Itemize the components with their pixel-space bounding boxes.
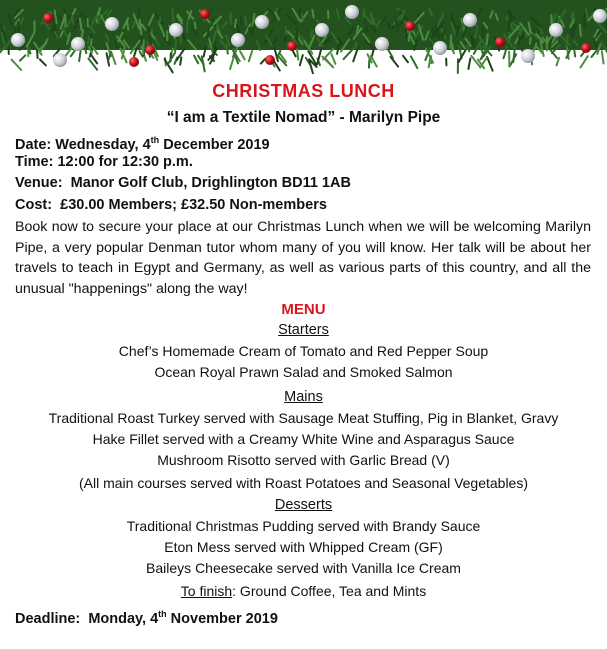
deadline-value: Monday, 4th November 2019	[88, 609, 278, 627]
event-time	[15, 152, 607, 174]
menu-item: Ocean Royal Prawn Salad and Smoked Salmon	[154, 364, 453, 380]
date-value: Wednesday, 4th December 2019	[55, 135, 270, 153]
menu-item: Chef’s Homemade Cream of Tomato and Red Pepper Soup	[118, 343, 489, 359]
finish-line	[0, 579, 607, 603]
mains-note: (All main courses served with Roast Potatoes and Seasonal Vegetables)	[78, 475, 529, 491]
menu-item: Hake Fillet served with a Creamy White Wine and Asparagus Sauce	[92, 431, 515, 447]
time-value: 12:00 for 12:30 p.m.	[57, 153, 193, 170]
deadline	[0, 603, 607, 625]
event-date	[15, 130, 607, 152]
menu-item: Eton Mess served with Whipped Cream (GF)	[164, 539, 443, 555]
deadline-label: Deadline:	[15, 610, 81, 627]
venue-value: Manor Golf Club, Drighlington BD11 1AB	[70, 175, 351, 191]
christmas-garland-icon	[0, 0, 607, 82]
mains-heading: Mains	[284, 389, 323, 405]
menu-item: Traditional Christmas Pudding served with Brandy Sauce	[126, 518, 481, 534]
venue-label: Venue:	[15, 175, 63, 191]
menu-item: Traditional Roast Turkey served with Sausage Meat Stuffing, Pig in Blanket, Gravy	[48, 410, 559, 426]
finish-text: : Ground Coffee, Tea and Mints	[232, 583, 427, 599]
talk-title: “I am a Textile Nomad” - Marilyn Pipe	[166, 109, 441, 126]
date-label: Date:	[15, 136, 52, 153]
menu-item: Mushroom Risotto served with Garlic Bread (V)	[157, 452, 450, 468]
menu-title: MENU	[281, 301, 326, 318]
menu-item: Baileys Cheesecake served with Vanilla Ice Cream	[146, 560, 461, 576]
finish-label: To finish	[180, 583, 233, 599]
starters-heading: Starters	[278, 322, 329, 338]
page-title: CHRISTMAS LUNCH	[212, 81, 395, 101]
event-cost	[15, 195, 607, 217]
desserts-heading: Desserts	[274, 497, 333, 513]
time-label: Time:	[15, 153, 54, 170]
intro-paragraph: Book now to secure your place at our Christmas Lunch when we will be welcoming Marilyn Pipe, a very popular Denman tutor whom many of you will know. Her talk will be about her travels to teach in Egypt and Germany, as well as various parts of this country, and all the unusual "happenings" along the way!	[15, 219, 591, 297]
cost-value: £30.00 Members; £32.50 Non-members	[60, 196, 327, 213]
cost-label: Cost:	[15, 196, 53, 213]
event-venue	[15, 173, 607, 195]
event-details	[0, 130, 607, 216]
